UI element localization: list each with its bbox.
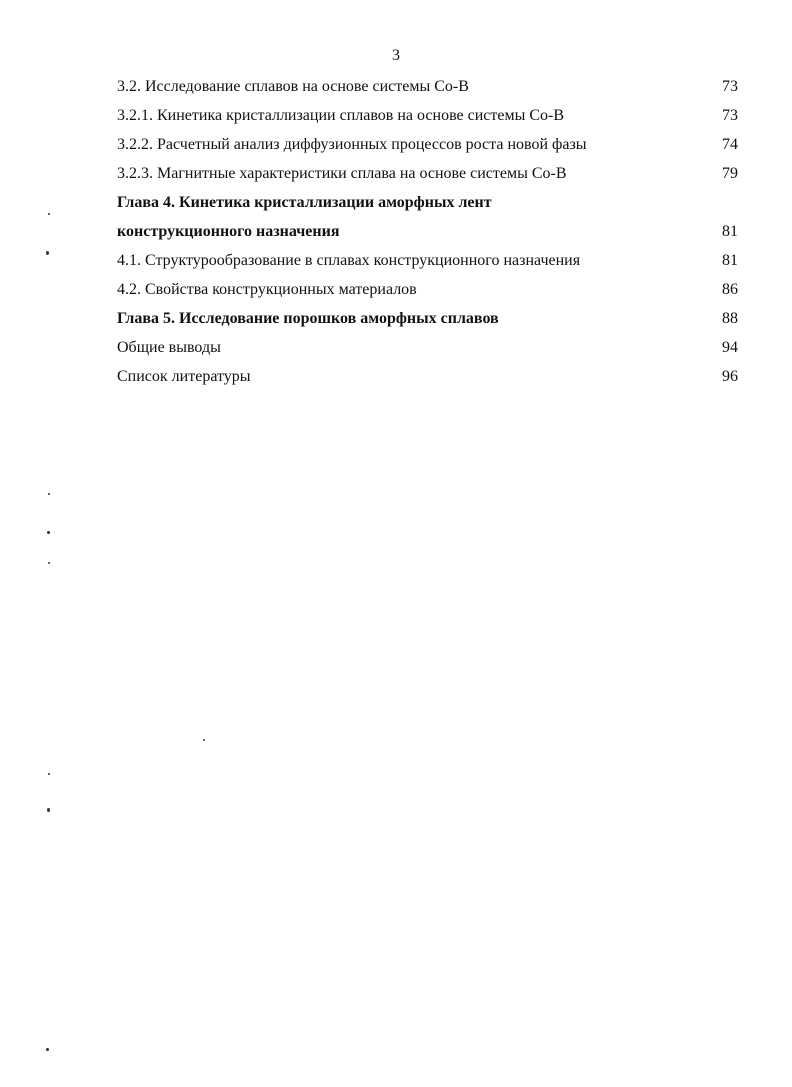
toc-entry-page: 74: [722, 136, 738, 153]
toc-entry-page: 79: [722, 165, 738, 182]
scan-speck: [46, 251, 49, 255]
toc-entry-page: 73: [722, 78, 738, 95]
toc-entry-chapter-4-line-1[interactable]: [117, 191, 738, 215]
toc-entry-title: конструкционного назначения: [117, 223, 340, 240]
toc-entry-page: 86: [722, 281, 738, 298]
toc-entry-title: 4.1. Структурообразование в сплавах конструкционного назначения: [117, 252, 581, 269]
scan-speck: [47, 808, 50, 812]
scan-speck: [48, 213, 50, 215]
scan-speck: [203, 739, 205, 741]
toc-entry-page: 81: [722, 252, 738, 269]
toc-entry-title: Глава 4. Кинетика кристаллизации аморфных лент: [117, 194, 492, 211]
scan-speck: [48, 493, 50, 495]
toc-entry-conclusions[interactable]: [117, 336, 738, 360]
page-number: 3: [392, 47, 400, 64]
toc-entry-references[interactable]: [117, 365, 738, 389]
toc-entry-title: Список литературы: [117, 368, 251, 385]
toc-entry-title: 3.2. Исследование сплавов на основе системы Co-B: [117, 78, 469, 95]
toc-entry-chapter-5[interactable]: [117, 307, 738, 331]
toc-entry-3-2-2[interactable]: [117, 133, 738, 157]
scan-speck: [46, 1048, 49, 1051]
toc-entry-title: 3.2.1. Кинетика кристаллизации сплавов на основе системы Co-B: [117, 107, 565, 124]
toc-entry-page: 96: [722, 368, 738, 385]
toc-entry-page: 73: [722, 107, 738, 124]
toc-entry-title: 3.2.3. Магнитные характеристики сплава на основе системы Co-B: [117, 165, 567, 182]
toc-entry-3-2-1[interactable]: [117, 104, 738, 128]
toc-entry-3-2[interactable]: [117, 75, 738, 99]
toc-entry-page: 81: [722, 223, 738, 240]
toc-entry-4-1[interactable]: [117, 249, 738, 273]
toc-entry-title: 3.2.2. Расчетный анализ диффузионных процессов роста новой фазы: [117, 136, 587, 153]
scan-speck: [48, 773, 50, 775]
toc-entry-title: 4.2. Свойства конструкционных материалов: [117, 281, 417, 298]
scan-speck: [47, 531, 50, 534]
toc-entry-title: Общие выводы: [117, 339, 221, 356]
toc-entry-3-2-3[interactable]: [117, 162, 738, 186]
toc-entry-title: Глава 5. Исследование порошков аморфных сплавов: [117, 310, 499, 327]
scan-speck: [48, 562, 50, 564]
toc-entry-4-2[interactable]: [117, 278, 738, 302]
toc-entry-page: 94: [722, 339, 738, 356]
toc-entry-page: 88: [722, 310, 738, 327]
toc-entry-chapter-4-line-2[interactable]: [117, 220, 738, 244]
